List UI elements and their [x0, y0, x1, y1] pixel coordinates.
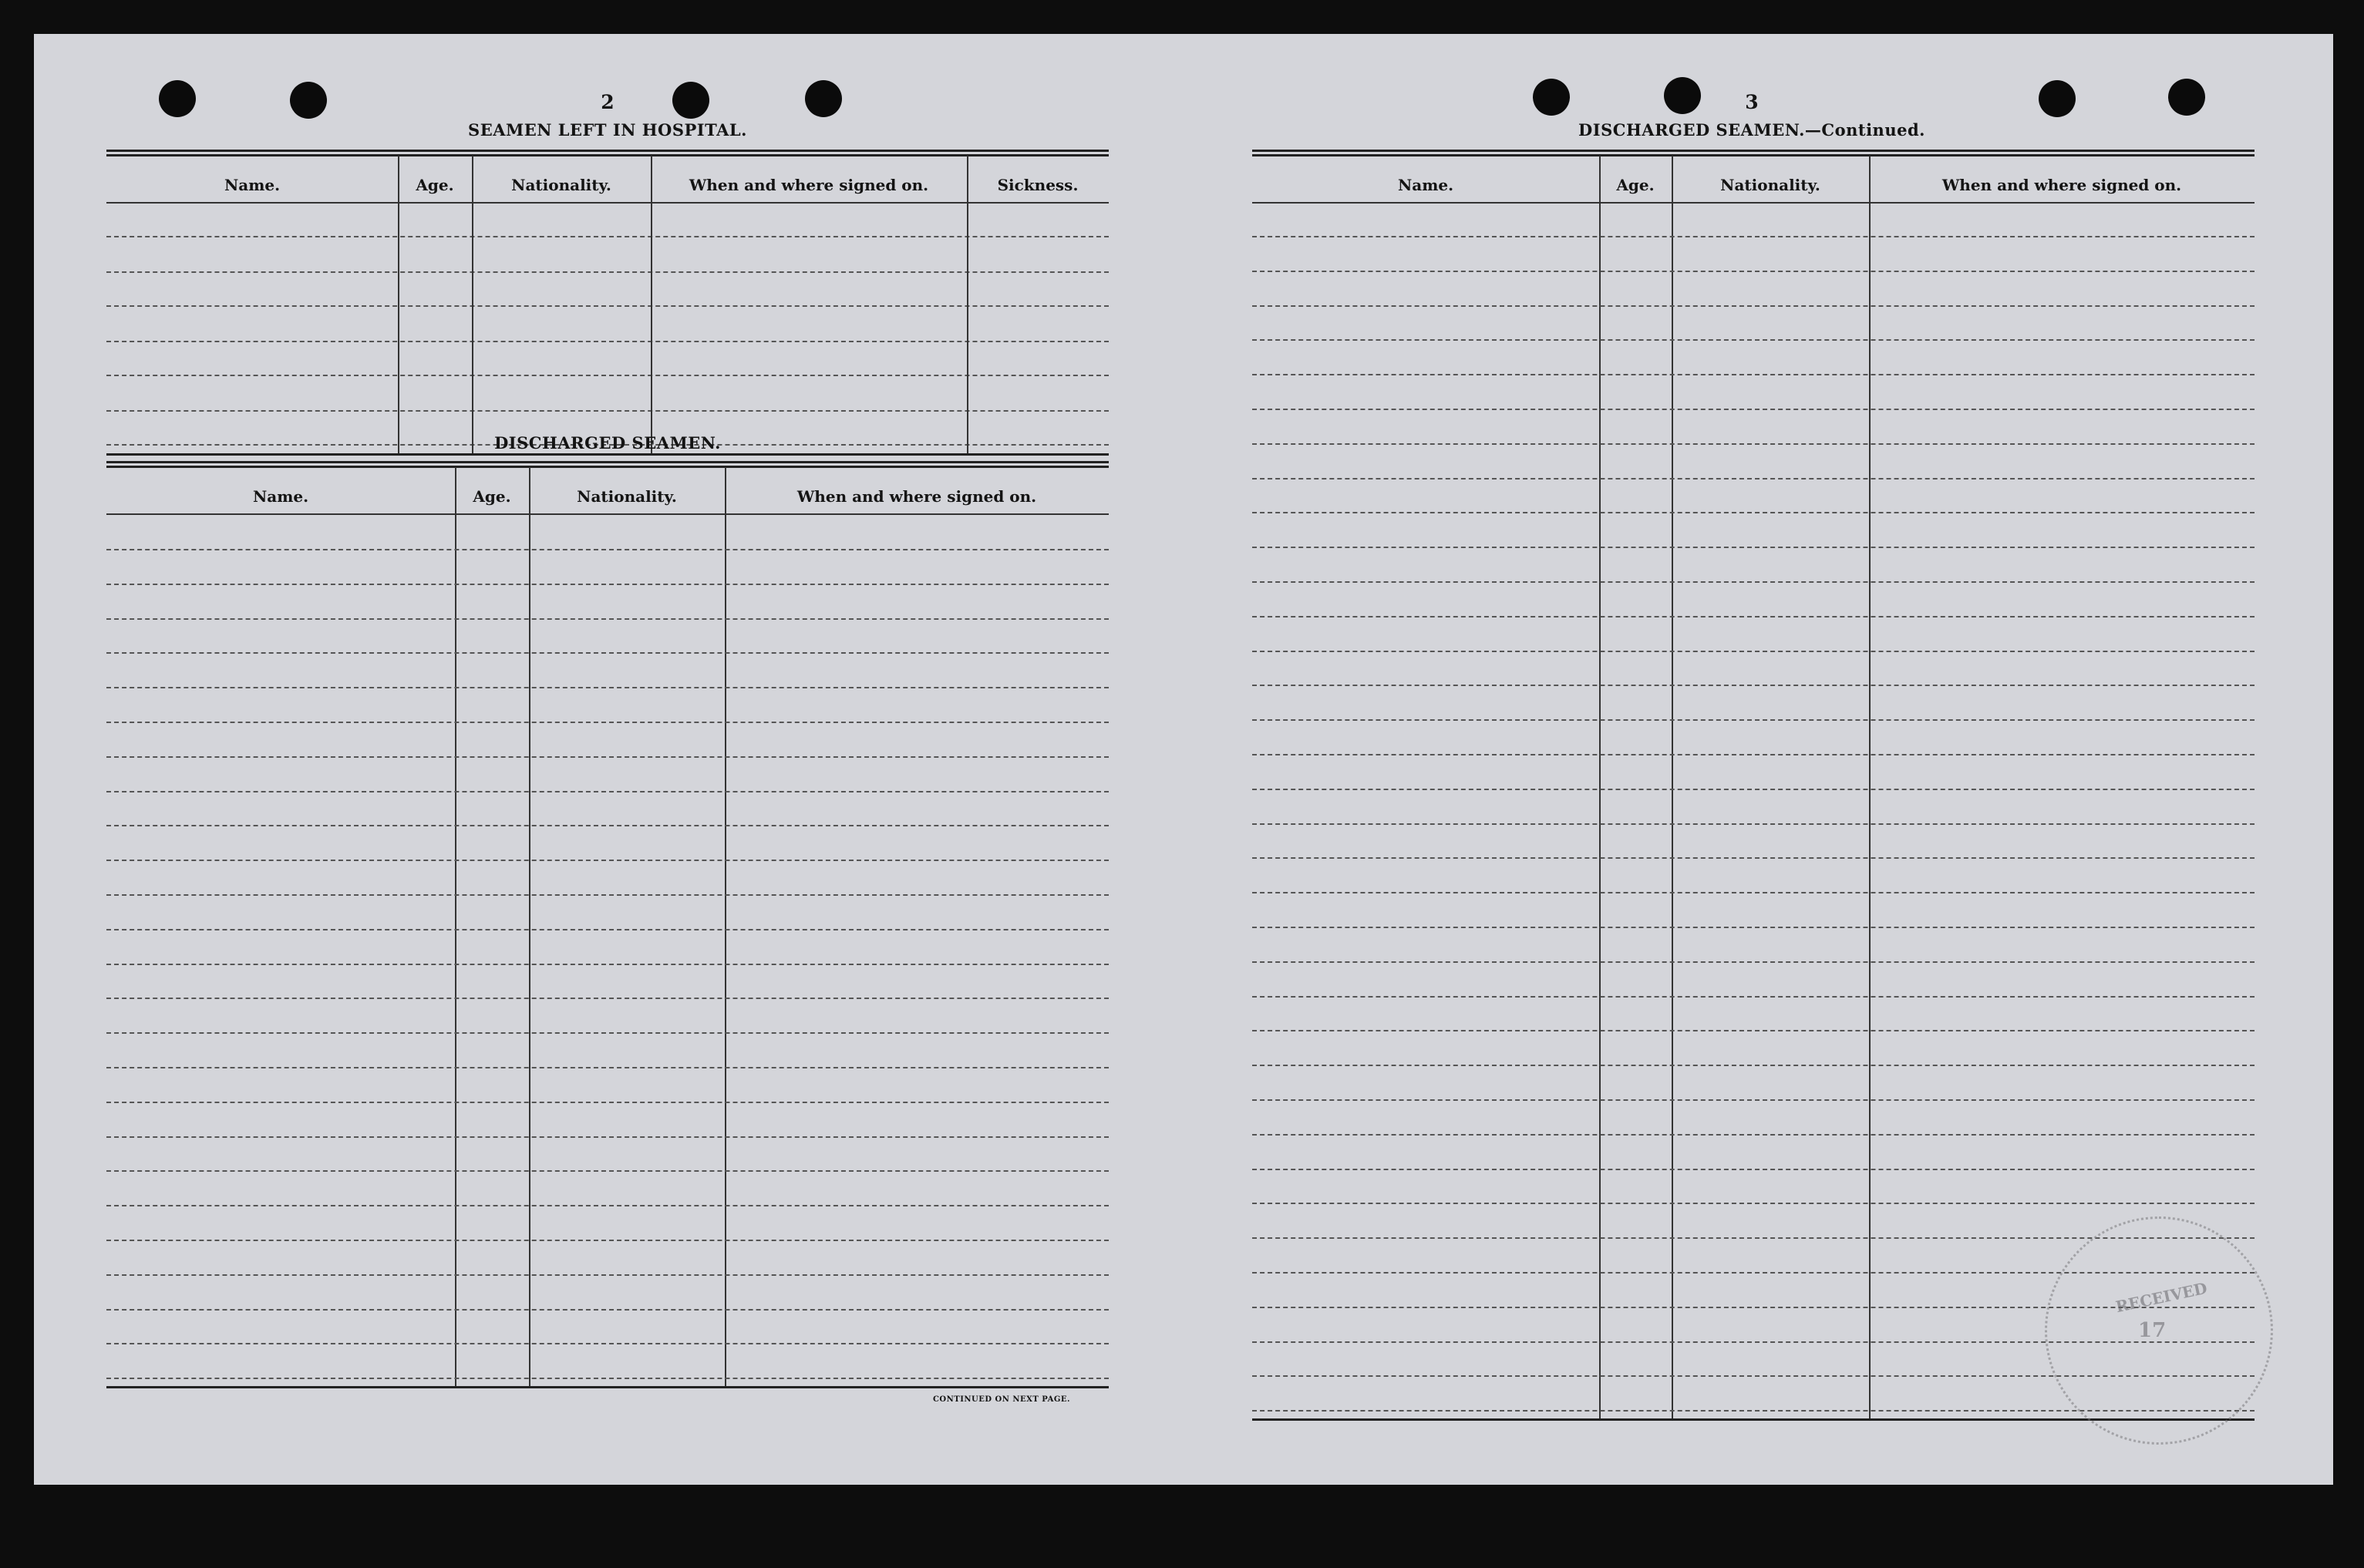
continued-section-title: DISCHARGED SEAMEN.—Continued. — [1578, 120, 1925, 140]
ruled-row — [106, 584, 1109, 585]
discharged-col-nationality: Nationality. — [577, 487, 677, 506]
ruled-row — [1252, 1169, 2255, 1170]
ruled-row — [1252, 996, 2255, 998]
punch-hole — [805, 80, 842, 117]
ruled-row — [1252, 1030, 2255, 1031]
ruled-row — [1252, 409, 2255, 410]
ruled-row — [1252, 443, 2255, 445]
ruled-row — [106, 1170, 1109, 1172]
ruled-row — [106, 722, 1109, 723]
ruled-row — [1252, 616, 2255, 617]
ruled-row — [106, 652, 1109, 654]
ruled-row — [106, 860, 1109, 861]
ruled-row — [1252, 892, 2255, 893]
ruled-row — [1252, 478, 2255, 479]
ruled-row — [106, 825, 1109, 826]
ruled-row — [106, 1240, 1109, 1241]
continued-col-nationality: Nationality. — [1720, 176, 1820, 194]
ruled-row — [1252, 823, 2255, 825]
hospital-col-age: Age. — [416, 176, 454, 194]
ruled-row — [1252, 719, 2255, 721]
punch-hole — [159, 80, 196, 117]
discharged-col-signed-on: When and where signed on. — [796, 487, 1037, 506]
hospital-col-sickness: Sickness. — [997, 176, 1079, 194]
ruled-row — [106, 1067, 1109, 1068]
ruled-row — [106, 964, 1109, 965]
ruled-row — [1252, 927, 2255, 928]
ruled-row — [1252, 271, 2255, 272]
punch-hole — [290, 82, 327, 119]
continued-col-age: Age. — [1616, 176, 1655, 194]
ruled-row — [106, 1205, 1109, 1206]
punch-hole — [2168, 79, 2205, 116]
hospital-section-title: SEAMEN LEFT IN HOSPITAL. — [468, 120, 747, 140]
ruled-row — [106, 549, 1109, 550]
ruled-row — [106, 929, 1109, 930]
punch-hole — [672, 82, 709, 119]
ruled-row — [106, 1309, 1109, 1311]
ruled-row — [1252, 1065, 2255, 1066]
ruled-row — [106, 756, 1109, 758]
ledger-sheet — [34, 34, 2333, 1485]
ruled-row — [106, 1274, 1109, 1276]
ruled-row — [1252, 857, 2255, 859]
discharged-col-age: Age. — [473, 487, 511, 506]
hospital-table — [106, 150, 1109, 458]
hospital-col-signed-on: When and where signed on. — [689, 176, 929, 194]
ruled-row — [1252, 754, 2255, 755]
ruled-row — [106, 998, 1109, 999]
discharged-table — [106, 461, 1109, 1394]
ruled-row — [1252, 1203, 2255, 1204]
ruled-row — [106, 791, 1109, 792]
continued-col-signed-on: When and where signed on. — [1941, 176, 2182, 194]
ruled-row — [1252, 547, 2255, 548]
continued-note: CONTINUED ON NEXT PAGE. — [932, 1395, 1070, 1404]
ruled-row — [1252, 512, 2255, 513]
ruled-row — [106, 687, 1109, 688]
stamp-day-text: 17 — [2138, 1319, 2167, 1342]
ruled-row — [1252, 581, 2255, 583]
received-stamp — [2045, 1216, 2273, 1445]
discharged-col-name: Name. — [252, 487, 309, 506]
punch-hole — [2039, 80, 2076, 117]
hospital-col-name: Name. — [224, 176, 281, 194]
punch-hole — [1664, 77, 1701, 114]
hospital-col-nationality: Nationality. — [511, 176, 611, 194]
ruled-row — [106, 618, 1109, 620]
ruled-row — [106, 1136, 1109, 1138]
ruled-row — [1252, 305, 2255, 307]
ruled-row — [106, 1343, 1109, 1344]
continued-col-name: Name. — [1397, 176, 1454, 194]
ruled-row — [1252, 961, 2255, 963]
ruled-row — [1252, 1134, 2255, 1136]
ruled-row — [1252, 374, 2255, 375]
ruled-row — [106, 894, 1109, 896]
ruled-row — [106, 1102, 1109, 1103]
stamp-received-text: RECEIVED — [2113, 1278, 2209, 1317]
ruled-row — [106, 1032, 1109, 1034]
page-number-left: 2 — [601, 91, 615, 113]
punch-hole — [1533, 79, 1570, 116]
ruled-row — [1252, 651, 2255, 652]
ruled-row — [1252, 789, 2255, 790]
page-number-right: 3 — [1745, 91, 1759, 113]
ruled-row — [1252, 236, 2255, 237]
ruled-row — [1252, 339, 2255, 341]
ruled-row — [1252, 1099, 2255, 1101]
discharged-section-title: DISCHARGED SEAMEN. — [494, 433, 721, 453]
ruled-row — [106, 1378, 1109, 1379]
ruled-row — [1252, 685, 2255, 686]
